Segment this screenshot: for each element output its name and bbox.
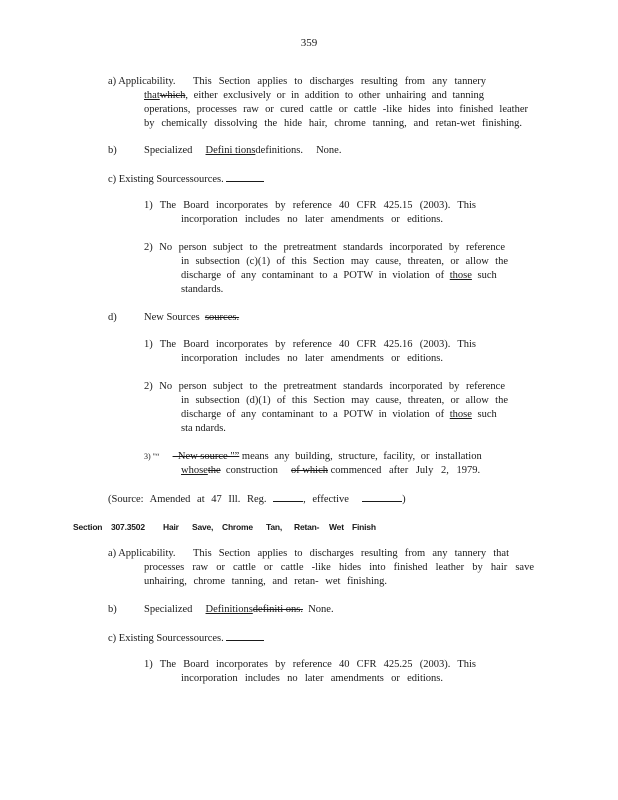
s2-heading-w1: Hair	[163, 522, 179, 532]
s1-c-p2-l3b: such	[477, 270, 497, 281]
s1-d-p2-line2: in subsection (d)(1) of this Section may cause, threaten, or allow the	[181, 395, 508, 406]
s1-d-text: New Sources	[144, 312, 200, 323]
s1-b-text1: Specialized	[144, 145, 193, 156]
s1-c-label: c) Existing Sources	[108, 174, 190, 185]
s1-c-p1-line1: 1) The Board incorporates by reference 40 CFR 425.15 (2003). This	[144, 200, 476, 211]
s1-a-ins: that	[144, 90, 160, 101]
s2-c-rule	[226, 631, 264, 641]
s2-b-text	[144, 603, 334, 617]
s1-source-b: , effective	[303, 494, 349, 505]
s1-d-p2-line4: sta ndards.	[181, 423, 226, 434]
s2-heading-sec: Section	[73, 522, 103, 532]
s1-c-p2-l3a: discharge of any contaminant to a POTW in violation of	[181, 270, 445, 281]
s2-heading-w3: Chrome	[222, 522, 253, 532]
s2-a-line3: unhairing, chrome tanning, and retan- wet finishing.	[144, 576, 387, 587]
s1-source-blank1	[273, 492, 303, 502]
s2-heading-w4: Tan,	[266, 522, 283, 532]
s2-heading-w7: Finish	[352, 522, 376, 532]
s1-d-p3-label: 3) "“	[144, 452, 160, 461]
s1-c-p2-line3	[181, 269, 497, 283]
s1-a-line4: by chemically dissolving the hide hair, chrome tanning, and retan-wet finishing.	[144, 118, 522, 129]
s1-d-p2-l3b: such	[477, 409, 497, 420]
s1-c-rule	[226, 172, 264, 182]
s2-b-none: None.	[308, 604, 334, 615]
s1-d-p2-l3a: discharge of any contaminant to a POTW in violation of	[181, 409, 445, 420]
s1-source-blank2	[362, 492, 402, 502]
s1-d-heading	[144, 311, 239, 325]
s1-d-label: d)	[108, 312, 117, 323]
s2-b-text1: Specialized	[144, 604, 193, 615]
s1-source-a: (Source: Amended at 47 Ill. Reg.	[108, 494, 267, 505]
s1-c-p2-line4: standards.	[181, 284, 224, 295]
s1-c-del: sources.	[189, 174, 224, 185]
s2-heading-num: 307.3502	[111, 522, 145, 532]
s1-b-del: definitions.	[255, 145, 303, 156]
s1-source-c: )	[402, 494, 406, 505]
s1-d-p3-rest: means any building, structure, facility, or installation	[241, 451, 482, 462]
s1-a-del: which	[159, 90, 186, 101]
s1-c-p2-line1: 2) No person subject to the pretreatment standards incorporated by reference	[144, 242, 505, 253]
s1-d-p2-ins: those	[449, 409, 472, 420]
s2-a-label: a) Applicability.	[108, 548, 176, 559]
s1-a-line2	[144, 89, 484, 103]
s1-d-p3-del: –New source "”	[172, 451, 240, 462]
s1-d-p2-line3	[181, 408, 497, 422]
s1-c-p2-ins: those	[449, 270, 472, 281]
s1-d-p3-line2	[181, 464, 480, 478]
s2-a-line2: processes raw or cattle or cattle -like hides into finished leather by hair save	[144, 562, 534, 573]
s1-a-l2-rest: , either exclusively or in addition to other unhairing and tanning	[185, 90, 484, 101]
s1-d-p3-del1: the	[207, 465, 221, 476]
s1-d-p3-line1	[144, 450, 482, 464]
s2-heading-w2: Save,	[192, 522, 214, 532]
s2-b-del: definiti ons.	[252, 604, 303, 615]
s1-d-del: sources.	[204, 312, 240, 323]
s2-c-label: c) Existing Sources	[108, 633, 190, 644]
s1-d-p3-ins: whose	[181, 465, 208, 476]
s2-heading-w6: Wet	[329, 522, 344, 532]
s2-c-p1-line1: 1) The Board incorporates by reference 40 CFR 425.25 (2003). This	[144, 659, 476, 670]
page-number: 359	[300, 37, 318, 49]
s1-a-line3: operations, processes raw or cured cattle or cattle -like hides into finished leather	[144, 104, 528, 115]
s2-b-ins: Definitions	[205, 604, 253, 615]
s1-b-none: None.	[316, 145, 342, 156]
s1-b-label: b)	[108, 145, 117, 156]
s1-b-text	[144, 144, 341, 158]
s1-c-p2-line2: in subsection (c)(1) of this Section may cause, threaten, or allow the	[181, 256, 508, 267]
s1-d-p1-line2: incorporation includes no later amendments or editions.	[181, 353, 443, 364]
s2-a-line1: This Section applies to discharges resulting from any tannery that	[193, 548, 509, 559]
s2-c-heading	[108, 631, 264, 646]
s1-d-p3-l2b: construction	[225, 465, 278, 476]
s1-a-line1: This Section applies to discharges resulting from any tannery	[193, 76, 486, 87]
s1-d-p1-line1: 1) The Board incorporates by reference 40 CFR 425.16 (2003). This	[144, 339, 476, 350]
s2-b-label: b)	[108, 604, 117, 615]
s1-d-p3-del2: of which	[290, 465, 328, 476]
s1-c-p1-line2: incorporation includes no later amendments or editions.	[181, 214, 443, 225]
s1-b-ins: Defini tions	[205, 145, 256, 156]
s2-c-del: sources.	[189, 633, 224, 644]
s1-c-heading	[108, 172, 264, 187]
s1-d-p2-line1: 2) No person subject to the pretreatment standards incorporated by reference	[144, 381, 505, 392]
s1-source-note	[108, 492, 406, 507]
s2-heading-w5: Retan-	[294, 522, 320, 532]
s1-a-label: a) Applicability.	[108, 76, 176, 87]
s2-c-p1-line2: incorporation includes no later amendments or editions.	[181, 673, 443, 684]
s1-d-p3-l2c: commenced after July 2, 1979.	[330, 465, 481, 476]
